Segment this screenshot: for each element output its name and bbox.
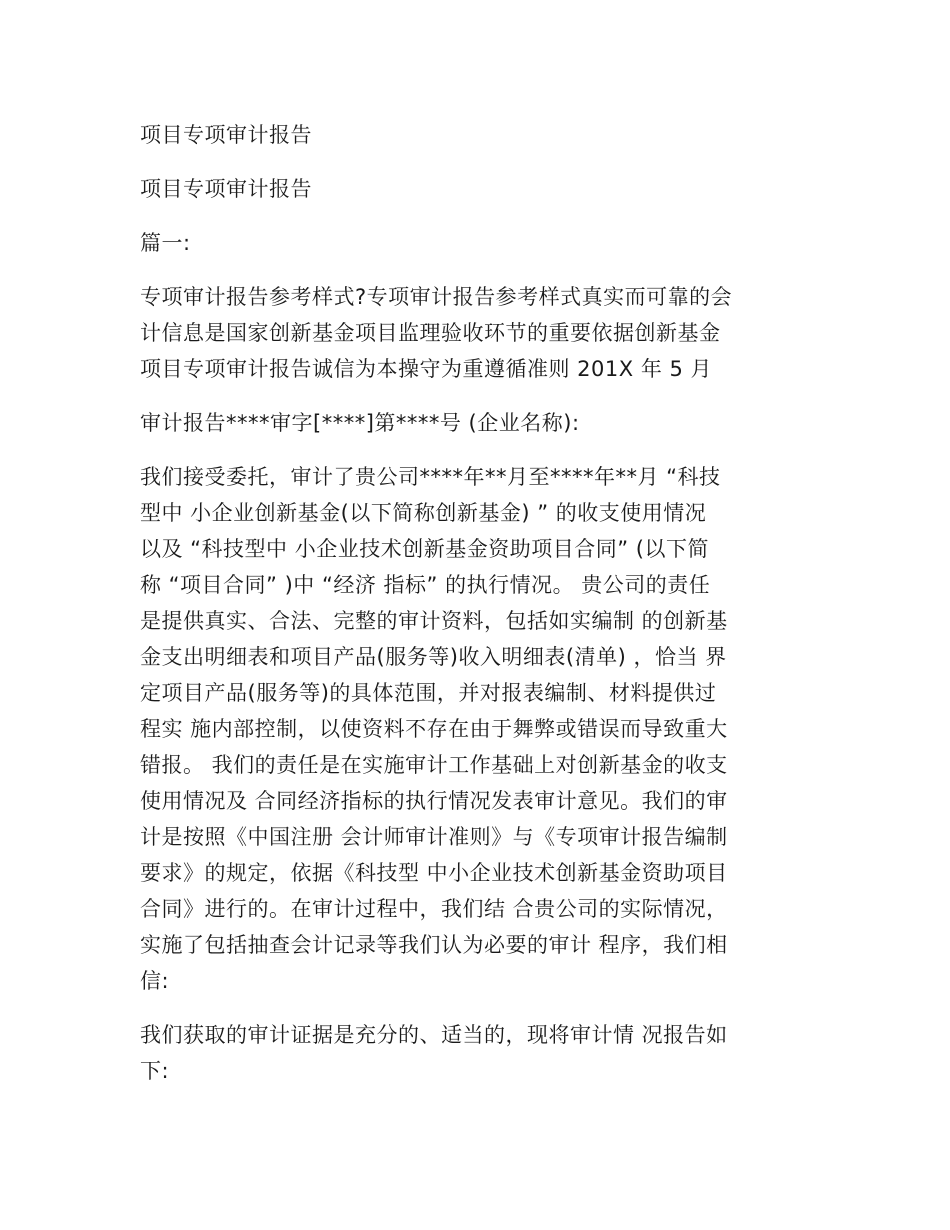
paragraph-line: 我们接受委托，审计了贵公司****年**月至****年**月 “科技: [140, 465, 721, 489]
paragraph-line: 程实 施内部控制，以使资料不存在由于舞弊或错误而导致重大: [140, 717, 728, 741]
paragraph-line: 要求》的规定，依据《科技型 中小企业技术创新基金资助项目: [140, 861, 728, 885]
paragraph-line: 使用情况及 合同经济指标的执行情况发表审计意见。我们的审: [140, 789, 728, 813]
paragraph-line: 计信息是国家创新基金项目监理验收环节的重要依据创新基金: [140, 321, 721, 345]
paragraph-line: 定项目产品(服务等)的具体范围，并对报表编制、材料提供过: [140, 681, 717, 705]
body-paragraph: [140, 459, 820, 999]
addressee-line: 审计报告****审字[****]第****号 (企业名称):: [140, 411, 580, 435]
paragraph-line: 合同》进行的。在审计过程中，我们结 合贵公司的实际情况，: [140, 897, 728, 921]
document-title: 项目专项审计报告: [140, 123, 312, 147]
paragraph-line: 我们获取的审计证据是充分的、适当的，现将审计情 况报告如: [140, 1023, 728, 1047]
document-page: [140, 117, 820, 1089]
paragraph-line: 型中 小企业创新基金(以下简称创新基金) ” 的收支使用情况: [140, 501, 707, 525]
paragraph-line: 金支出明细表和项目产品(服务等)收入明细表(清单) ，恰当 界: [140, 645, 727, 669]
intro-paragraph: [140, 279, 820, 387]
paragraph-line: 以及 “科技型中 小企业技术创新基金资助项目合同” (以下简: [140, 537, 709, 561]
paragraph-line: 项目专项审计报告诚信为本操守为重遵循准则 201X 年 5 月: [140, 357, 713, 381]
paragraph-line: 是提供真实、合法、完整的审计资料，包括如实编制 的创新基: [140, 609, 728, 633]
paragraph-line: 计是按照《中国注册 会计师审计准则》与《专项审计报告编制: [140, 825, 728, 849]
paragraph-line: 错报。 我们的责任是在实施审计工作基础上对创新基金的收支: [140, 753, 728, 777]
closing-paragraph: [140, 1017, 820, 1089]
paragraph-line: 专项审计报告参考样式?专项审计报告参考样式真实而可靠的会: [140, 285, 733, 309]
paragraph-line: 实施了包括抽查会计记录等我们认为必要的审计 程序，我们相: [140, 933, 728, 957]
document-subtitle: 项目专项审计报告: [140, 177, 312, 201]
paragraph-line: 下:: [140, 1059, 170, 1083]
section-label: 篇一:: [140, 231, 191, 255]
paragraph-line: 信:: [140, 969, 170, 993]
paragraph-line: 称 “项目合同” )中 “经济 指标” 的执行情况。 贵公司的责任: [140, 573, 711, 597]
